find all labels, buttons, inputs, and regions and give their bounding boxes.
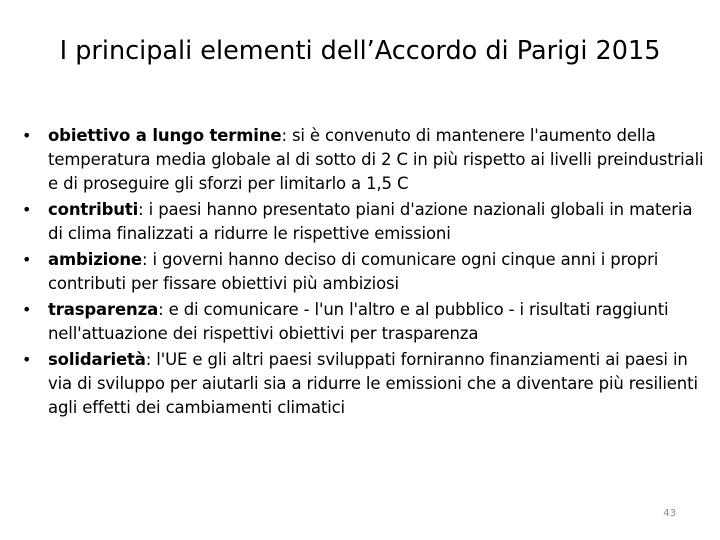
bullet-text: : i governi hanno deciso di comunicare ogni cinque anni i propri contributi per fissare obiettivi più ambiziosi: [48, 250, 659, 293]
bullet-term: contributi: [48, 200, 139, 219]
bullet-item-obiettivo: [22, 124, 712, 196]
bullet-item-contributi: [22, 198, 712, 246]
bullet-text: : e di comunicare - l'un l'altro e al pubblico - i risultati raggiunti nell'attuazione dei rispettivi obiettivi per trasparenza: [48, 300, 669, 343]
bullet-item-ambizione: [22, 248, 712, 296]
bullet-icon: •: [22, 250, 32, 269]
bullet-item-solidarieta: [22, 348, 712, 420]
bullet-term: obiettivo a lungo termine: [48, 126, 282, 145]
bullet-icon: •: [22, 350, 32, 369]
bullet-term: ambizione: [48, 250, 142, 269]
page-number: 43: [663, 508, 676, 519]
bullet-icon: •: [22, 200, 32, 219]
bullet-icon: •: [22, 126, 32, 145]
bullet-text: : l'UE e gli altri paesi sviluppati forniranno finanziamenti ai paesi in via di sviluppo per aiutarli sia a ridurre le emissioni che a diventare più resilienti agli effetti dei cambiamenti climatici: [48, 350, 698, 417]
bullet-text: : i paesi hanno presentato piani d'azione nazionali globali in materia di clima finalizzati a ridurre le rispettive emissioni: [48, 200, 693, 243]
bullet-text: : si è convenuto di mantenere l'aumento della temperatura media globale al di sotto di 2 C in più rispetto ai livelli preindustriali e di proseguire gli sforzi per limitarlo a 1,5 C: [48, 126, 704, 193]
bullet-item-trasparenza: [22, 298, 712, 346]
bullet-icon: •: [22, 300, 32, 319]
bullet-list: [22, 124, 712, 422]
bullet-term: trasparenza: [48, 300, 159, 319]
bullet-term: solidarietà: [48, 350, 146, 369]
slide-title: I principali elementi dell’Accordo di Parigi 2015: [59, 36, 661, 66]
